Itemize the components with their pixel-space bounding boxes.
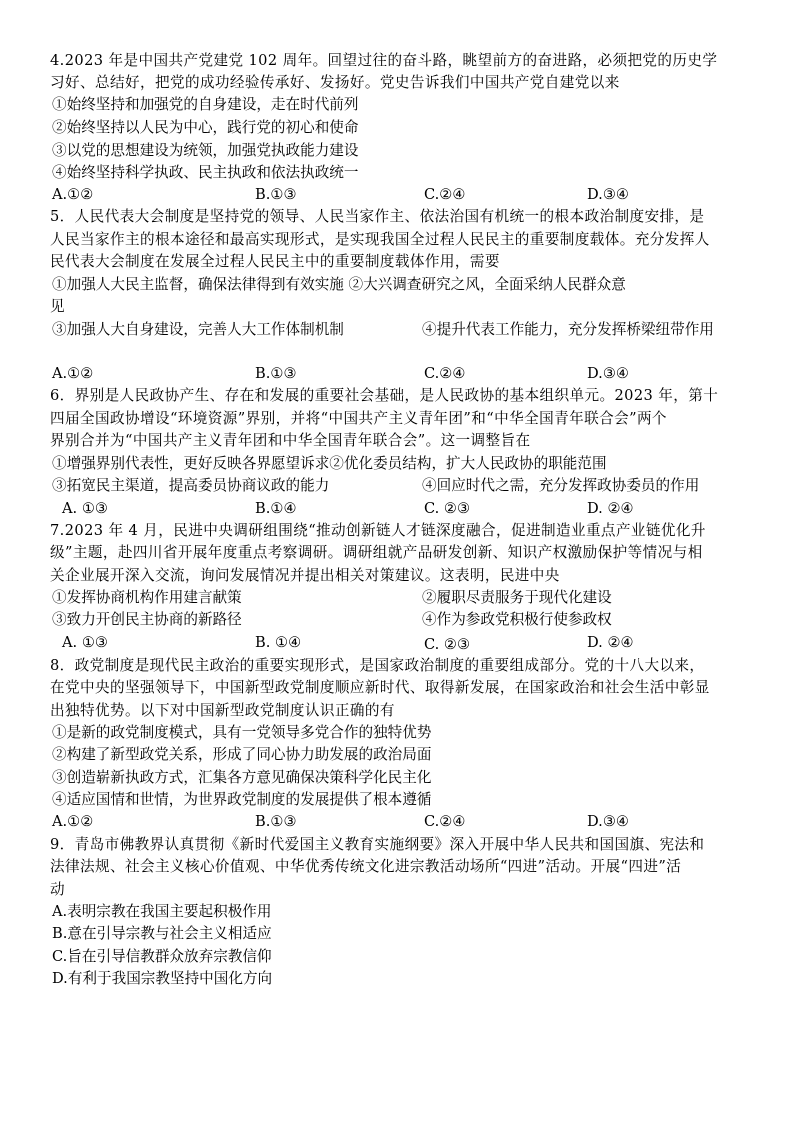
q9-option-c: C.旨在引导信教群众放弃宗教信仰 [52,948,272,965]
q5-items-row-1: ①加强人大民主监督，确保法律得到有效实施 ②大兴调查研究之风，全面采纳人民群众意 [52,276,626,293]
q7-stem-line-1: 7.2023 年 4 月，民进中央调研组围绕“推动创新链人才链深度融合，促进制造业重点产业链优化升 [50,522,706,539]
q4-choice-d: D.③④ [587,186,629,203]
q7-choice-b: B. ①④ [255,634,302,651]
q7-stem-line-3: 关企业展开深入交流，询问发展情况并提出相关对策建议。这表明，民进中央 [50,567,560,584]
q7-item-4: ④作为参政党积极行使参政权 [422,611,612,628]
q5-stem-line-3: 民代表大会制度在发展全过程人民民主中的重要制度载体作用，需要 [50,253,500,270]
q6-choice-a: A. ①③ [62,500,108,517]
q7-choice-c: C. ②③ [424,636,471,653]
q8-item-4: ④适应国情和世情，为世界政党制度的发展提供了根本遵循 [52,791,432,808]
q7-choice-d: D. ②④ [587,634,634,651]
q5-choice-d: D.③④ [587,365,629,382]
q9-stem-line-1: 9．青岛市佛教界认真贯彻《新时代爱国主义教育实施纲要》深入开展中华人民共和国国旗、宪法和 [50,836,705,853]
q4-stem-line-1: 4.2023 年是中国共产党建党 102 周年。回望过往的奋斗路，眺望前方的奋进路，必须把党的历史学 [50,52,718,69]
q6-item-4: ④回应时代之需，充分发挥政协委员的作用 [422,477,700,494]
q8-item-1: ①是新的政党制度模式，具有一党领导多党合作的独特优势 [52,724,432,741]
q8-stem-line-3: 出独特优势。以下对中国新型政党制度认识正确的有 [50,702,395,719]
q7-item-2: ②履职尽责服务于现代化建设 [422,589,612,606]
q9-option-d: D.有利于我国宗教坚持中国化方向 [52,970,273,987]
q9-option-b: B.意在引导宗教与社会主义相适应 [52,925,272,942]
q4-item-3: ③以党的思想建设为统领，加强党执政能力建设 [52,142,359,159]
q5-stem-line-2: 人民当家作主的根本途径和最高实现形式，是实现我国全过程人民民主的重要制度载体。充分发挥人 [50,231,710,248]
q4-item-1: ①始终坚持和加强党的自身建设，走在时代前列 [52,96,359,113]
q8-stem-line-2: 在党中央的坚强领导下，中国新型政党制度顺应新时代、取得新发展，在国家政治和社会生活中彰显 [50,679,710,696]
q7-item-1: ①发挥协商机构作用建言献策 [52,589,242,606]
q4-choice-a: A.①② [52,186,94,203]
q4-item-2: ②始终坚持以人民为中心，践行党的初心和使命 [52,119,359,136]
q6-items-row-1: ①增强界别代表性，更好反映各界愿望诉求②优化委员结构，扩大人民政协的职能范围 [52,455,607,472]
q6-choice-d: D. ②④ [587,500,634,517]
q6-stem-line-3: 界别合并为“中国共产主义青年团和中华全国青年联合会”。这一调整旨在 [50,432,531,449]
q5-choice-b: B.①③ [255,365,297,382]
q8-item-3: ③创造崭新执政方式，汇集各方意见确保决策科学化民主化 [52,769,432,786]
q5-item-3: ③加强人大自身建设，完善人大工作体制机制 [52,321,344,338]
q5-stem-line-1: 5．人民代表大会制度是坚持党的领导、人民当家作主、依法治国有机统一的根本政治制度安排，是 [50,208,705,225]
q7-stem-line-2: 级”主题，赴四川省开展年度重点考察调研。调研组就产品研发创新、知识产权激励保护等情况与相 [50,544,703,561]
q6-choice-b: B.①④ [255,500,297,517]
q8-stem-line-1: 8．政党制度是现代民主政治的重要实现形式，是国家政治制度的重要组成部分。党的十八大以来， [50,657,705,674]
q4-item-4: ④始终坚持科学执政、民主执政和依法执政统一 [52,164,359,181]
q6-stem-line-2: 四届全国政协增设“环境资源”界别，并将“中国共产主义青年团”和“中华全国青年联合会”两个 [50,410,667,427]
q8-choice-b: B.①③ [255,813,297,830]
q9-option-a: A.表明宗教在我国主要起积极作用 [52,903,272,920]
q6-stem-line-1: 6．界别是人民政协产生、存在和发展的重要社会基础，是人民政协的基本组织单元。2023 年，第十 [50,387,719,404]
q5-choice-c: C.②④ [424,365,466,382]
q6-choice-c: C. ②③ [424,500,471,517]
q7-choice-a: A. ①③ [62,634,108,651]
q8-item-2: ②构建了新型政党关系，形成了同心协力助发展的政治局面 [52,746,432,763]
q8-choice-d: D.③④ [587,813,629,830]
q9-stem-line-2: 法律法规、社会主义核心价值观、中华优秀传统文化进宗教活动场所“四进”活动。开展“四进”活 [50,858,682,875]
q8-choice-c: C.②④ [424,813,466,830]
q5-item-4: ④提升代表工作能力，充分发挥桥梁纽带作用 [422,321,714,338]
q5-choice-a: A.①② [52,365,94,382]
q7-item-3: ③致力开创民主协商的新路径 [52,611,242,628]
q8-choice-a: A.①② [52,813,94,830]
q4-stem-line-2: 习好、总结好，把党的成功经验传承好、发扬好。党史告诉我们中国共产党自建党以来 [50,74,620,91]
q4-choice-b: B.①③ [255,186,297,203]
q6-item-3: ③拓宽民主渠道，提高委员协商议政的能力 [52,477,330,494]
q4-choice-c: C.②④ [424,186,466,203]
q9-stem-line-3: 动 [50,881,65,898]
q5-items-row-1-wrap: 见 [50,298,65,315]
